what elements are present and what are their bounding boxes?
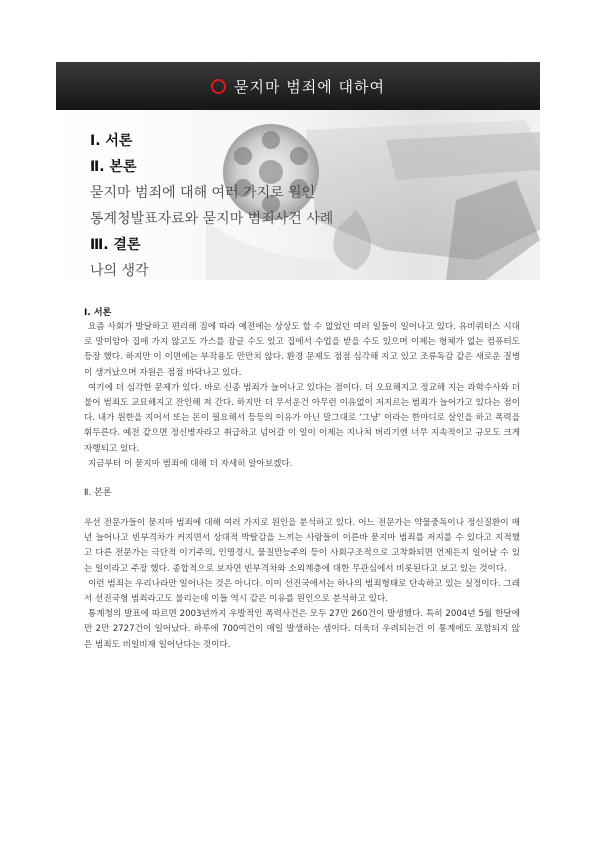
intro-paragraph-1: 요즘 사회가 발달하고 편리해 짐에 따라 예전에는 상상도 할 수 없었던 여러 일들이 일어나고 있다. 유비쿼터스 시대로 말미암아 집에 가지 않고도 가스를 잠글 수도 있고 집에서 수업을 받을 수도 있으며 이제는 형체가 없는 컴퓨터도 등장 했다. 하지만 이 이면에는 부작용도 만만치 않다. 환경 문제도 점점 심각해 지고 있고 조류독감 같은 새로운 질병이 생겨났으며 자원은 점점 바닥나고 있다.: [84, 322, 520, 378]
toc-item-conclusion: Ⅲ. 결론: [90, 237, 141, 253]
red-circle-icon: [211, 79, 226, 94]
toc-item-intro: Ⅰ. 서론: [90, 133, 133, 149]
intro-paragraph-2: 여기에 더 심각한 문제가 있다. 바로 신종 범죄가 늘어나고 있다는 점이다. 더 오묘해지고 정교해 지는 과학수사와 더불어 범죄도 교묘해지고 잔인해 져 간다. 하지만 더 무서운건 아무런 이유없이 저지르는 범죄가 늘어가고 있다는 점이다. 내가 원한을 지어서 또는 돈이 필요해서 등등의 이유가 아닌 말그대로 ‘그냥’ 이라는 한마디로 살인을 하고 폭력을 휘두른다. 예전 같으면 정신병자라고 취급하고 넘어갈 이 일이 이제는 지나쳐 버리기엔 너무 지속적이고 규모도 크게 자행되고 있다.: [84, 382, 520, 454]
document-body: [84, 306, 520, 653]
body-paragraph-1: 우선 전문가들이 묻지마 범죄에 대해 여러 가지로 원인을 분석하고 있다. 어느 전문가는 약물중독이나 정신질환이 매년 늘어나고 빈부격차가 커지면서 상대적 박탈감을 느끼는 사람들이 이른바 묻지마 범죄를 저지를 수 있다고 지적했고 다른 전문가는 극단적 이기주의, 인명경시, 물질만능주의 등이 사회구조적으로 고착화되면 언제든지 일어날 수 있는 일이라고 주장 했다. 종합적으로 보자면 빈부격차와 소외계층에 대한 무관심에서 비롯된다고 보고 있는 것이다.: [84, 518, 520, 574]
toc-item-body: Ⅱ. 본론: [90, 159, 137, 175]
toc-item-causes: 묻지마 범죄에 대해 여러 가지로 원인: [90, 185, 316, 201]
intro-paragraph-3: 지금부터 이 묻지마 범죄에 대해 더 자세히 알아보겠다.: [88, 458, 293, 469]
section-heading-body: Ⅱ. 본론: [84, 488, 112, 499]
toc-item-statistics: 통계청발표자료와 묻지마 범죄사건 사례: [90, 211, 334, 227]
body-paragraph-3: 통계청의 발표에 따르면 2003년까지 우발적인 폭력사건은 모두 27만 260건이 발생했다. 특히 2004년 5월 한달에만 2만 2727건이 일어났다. 하루에 700여건이 매일 발생하는 셈이다. 더욱더 우려되는건 이 통계에도 포함되지 않은 범죄도 비일비재 일어난다는 것이다.: [84, 609, 520, 650]
document-title: 묻지마 범죄에 대하여: [234, 77, 385, 96]
toc-item-my-thoughts: 나의 생각: [90, 263, 149, 279]
section-heading-intro: Ⅰ. 서론: [84, 308, 112, 318]
title-inner: [211, 76, 385, 97]
body-paragraph-2: 이런 범죄는 우리나라만 일어나는 것은 아니다. 이미 선진국에서는 하나의 범죄형태로 단속하고 있는 실정이다. 그래서 선진국형 범죄라고도 불리는데 이들 역시 같은 이유를 원인으로 분석하고 있다.: [84, 578, 520, 605]
table-of-contents: [90, 128, 333, 284]
title-bar: [56, 62, 540, 110]
